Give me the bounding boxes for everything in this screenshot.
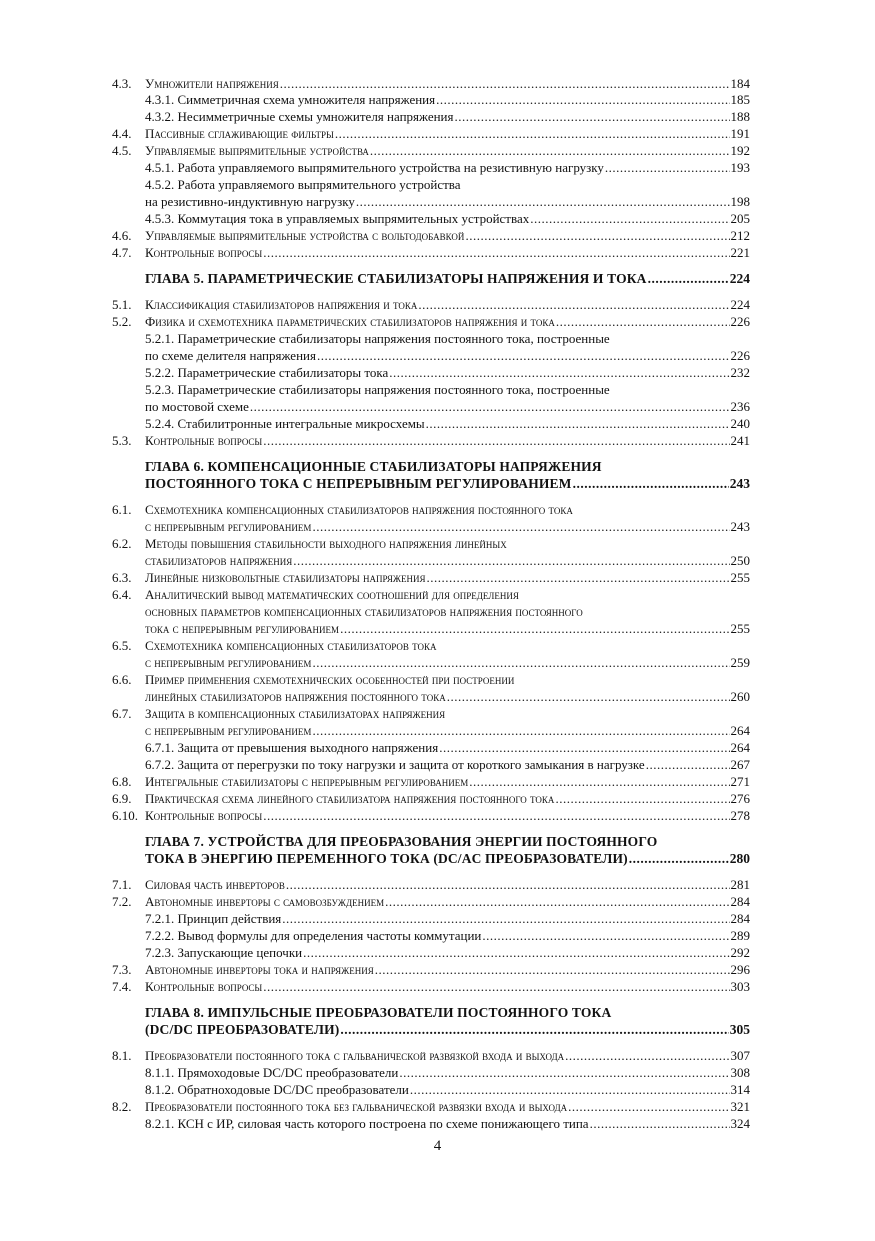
dot-leader	[399, 1064, 729, 1081]
dot-leader	[648, 270, 729, 287]
dot-leader	[293, 552, 729, 569]
dot-leader	[312, 722, 729, 739]
dot-leader	[426, 569, 729, 586]
toc-page-number: 307	[730, 1048, 750, 1063]
toc-page-number: 276	[730, 791, 750, 806]
toc-entry-title: 5.2.1. Параметрические стабилизаторы напряжения постоянного тока, построенные	[145, 331, 610, 346]
dot-leader	[418, 296, 729, 313]
dot-leader	[250, 398, 730, 415]
toc-entry-number: 7.1.	[112, 877, 132, 892]
toc-entry-title: Линейные низковольтные стабилизаторы напряжения	[145, 570, 426, 585]
dot-leader	[370, 142, 730, 159]
toc-page-number: 224	[730, 297, 750, 312]
toc-entry	[0, 790, 875, 807]
toc-page-number: 250	[730, 553, 750, 568]
toc-entry-number: 7.2.	[112, 894, 132, 909]
toc-page-number: 281	[730, 877, 750, 892]
toc-entry	[0, 1064, 875, 1081]
toc-entry	[0, 739, 875, 756]
toc-entry-title: Защита в компенсационных стабилизаторах напряжения	[145, 706, 446, 721]
toc-entry-number: 8.2.	[112, 1099, 132, 1114]
toc-entry-number: 6.8.	[112, 774, 132, 789]
toc-entry	[0, 569, 875, 586]
toc-page-number: 284	[730, 911, 750, 926]
toc-page-number: 192	[730, 143, 750, 158]
toc-page-number: 221	[730, 245, 750, 260]
toc-entry	[0, 398, 875, 415]
dot-leader	[312, 654, 729, 671]
toc-page-number: 198	[730, 194, 750, 209]
toc-page-number: 264	[730, 723, 750, 738]
toc-entry-title: Силовая часть инверторов	[145, 877, 285, 892]
toc-entry-number: 7.4.	[112, 979, 132, 994]
toc-entry-title: 5.2.2. Параметрические стабилизаторы тока	[145, 365, 389, 380]
toc-page-number: 236	[730, 399, 750, 414]
toc-entry	[0, 688, 875, 705]
toc-entry-number: 6.6.	[112, 672, 132, 687]
toc-entry	[0, 142, 875, 159]
toc-entry	[0, 773, 875, 790]
toc-entry-number: 4.7.	[112, 245, 132, 260]
dot-leader	[436, 91, 729, 108]
toc-entry	[0, 518, 875, 535]
toc-entry-title: Управляемые выпрямительные устройства	[145, 143, 369, 158]
toc-entry	[0, 1098, 875, 1115]
toc-entry-number: 6.5.	[112, 638, 132, 653]
toc-entry-title: Практическая схема линейного стабилизатора напряжения постоянного тока	[145, 791, 555, 806]
toc-entry-title: Умножители напряжения	[145, 76, 279, 91]
dot-leader	[629, 850, 729, 867]
toc-page-number: 241	[730, 433, 750, 448]
toc-entry	[0, 654, 875, 671]
toc-page-number: 185	[730, 92, 750, 107]
toc-page-number: 232	[730, 365, 750, 380]
toc-page-number: 184	[730, 76, 750, 91]
toc-entry	[0, 620, 875, 637]
dot-leader	[590, 1115, 730, 1132]
toc-entry	[0, 347, 875, 364]
dot-leader	[439, 739, 729, 756]
toc-entry-number: 6.1.	[112, 502, 132, 517]
toc-entry-title: основных параметров компенсационных стабилизаторов напряжения постоянного	[145, 604, 583, 619]
toc-page-number: 314	[730, 1082, 750, 1097]
dot-leader	[482, 927, 729, 944]
dot-leader	[426, 415, 730, 432]
toc-chapter-line	[0, 270, 875, 287]
dot-leader	[410, 1081, 730, 1098]
dot-leader	[469, 773, 729, 790]
dot-leader	[375, 961, 730, 978]
dot-leader	[282, 910, 729, 927]
toc-entry-title: 4.5.2. Работа управляемого выпрямительного устройства	[145, 177, 461, 192]
toc-page-number: 284	[730, 894, 750, 909]
toc-entry-number: 8.1.	[112, 1048, 132, 1063]
toc-entry-number: 4.4.	[112, 126, 132, 141]
toc-page-number: 205	[730, 211, 750, 226]
toc-entry-title: 4.5.3. Коммутация тока в управляемых выпрямительных устройствах	[145, 211, 530, 226]
toc-entry-title: ГЛАВА 8. ИМПУЛЬСНЫЕ ПРЕОБРАЗОВАТЕЛИ ПОСТОЯННОГО ТОКА	[145, 1005, 612, 1020]
toc-page-number: 226	[730, 348, 750, 363]
toc-entry-title: на резистивно-индуктивную нагрузку	[145, 194, 355, 209]
toc-entry-number: 5.2.	[112, 314, 132, 329]
toc-entry	[0, 313, 875, 330]
toc-page-number: 321	[730, 1099, 750, 1114]
toc-entry-title: Преобразователи постоянного тока без гальванической развязки входа и выхода	[145, 1099, 568, 1114]
dot-leader	[568, 1098, 729, 1115]
toc-page-number: 264	[730, 740, 750, 755]
toc-entry-title: ГЛАВА 6. КОМПЕНСАЦИОННЫЕ СТАБИЛИЗАТОРЫ НАПРЯЖЕНИЯ	[145, 459, 602, 474]
toc-entry	[0, 927, 875, 944]
toc-chapter-line	[0, 850, 875, 867]
dot-leader	[389, 364, 729, 381]
toc-page-number: 292	[730, 945, 750, 960]
toc-entry-title: тока с непрерывным регулированием	[145, 621, 340, 636]
dot-leader	[565, 1047, 729, 1064]
toc-entry-number: 4.3.	[112, 76, 132, 91]
toc-page-number: 226	[730, 314, 750, 329]
toc-entry-title: по мостовой схеме	[145, 399, 249, 414]
toc-page-number: 278	[730, 808, 750, 823]
toc-entry-title: Контрольные вопросы	[145, 433, 263, 448]
toc-page-number: 255	[730, 570, 750, 585]
dot-leader	[530, 210, 729, 227]
toc-page-number: 188	[730, 109, 750, 124]
toc-entry	[0, 756, 875, 773]
toc-entry	[0, 210, 875, 227]
toc-entry	[0, 415, 875, 432]
toc-entry-title: стабилизаторов напряжения	[145, 553, 293, 568]
dot-leader	[317, 347, 730, 364]
toc-entry-title: 6.7.2. Защита от перегрузки по току нагрузки и защита от короткого замыкания в нагрузке	[145, 757, 645, 772]
toc-entry	[0, 108, 875, 125]
toc-entry	[0, 978, 875, 995]
toc-entry	[0, 296, 875, 313]
toc-entry	[0, 330, 875, 347]
toc-entry	[0, 910, 875, 927]
toc-entry-title: 7.2.1. Принцип действия	[145, 911, 282, 926]
toc-entry-number: 5.3.	[112, 433, 132, 448]
dot-leader	[555, 790, 729, 807]
toc-entry	[0, 637, 875, 654]
toc-entry	[0, 876, 875, 893]
toc-entry-title: 8.2.1. КСН с ИР, силовая часть которого построена по схеме понижающего типа	[145, 1116, 589, 1131]
toc-page-number: 324	[730, 1116, 750, 1131]
toc-page-number: 271	[730, 774, 750, 789]
dot-leader	[447, 688, 730, 705]
toc-chapter-line	[0, 1021, 875, 1038]
toc-entry-title: Контрольные вопросы	[145, 979, 263, 994]
toc-entry	[0, 961, 875, 978]
toc-entry-title: 4.3.2. Несимметричные схемы умножителя напряжения	[145, 109, 454, 124]
toc-entry	[0, 586, 875, 603]
toc-chapter-line	[0, 833, 875, 850]
toc-entry	[0, 159, 875, 176]
toc-entry-title: Пассивные сглаживающие фильтры	[145, 126, 334, 141]
toc-entry-title: 5.2.4. Стабилитронные интегральные микросхемы	[145, 416, 425, 431]
dot-leader	[455, 108, 730, 125]
toc-page-number: 191	[730, 126, 750, 141]
page-number: 4	[433, 1138, 442, 1154]
dot-leader	[263, 432, 729, 449]
dot-leader	[385, 893, 729, 910]
toc-entry-title: 8.1.1. Прямоходовые DC/DC преобразователи	[145, 1065, 399, 1080]
toc-entry-title: с непрерывным регулированием	[145, 723, 312, 738]
toc-page-number: 224	[729, 271, 750, 286]
toc-entry-title: Классификация стабилизаторов напряжения и тока	[145, 297, 418, 312]
toc-page-number: 212	[730, 228, 750, 243]
toc-entry-title: Интегральные стабилизаторы с непрерывным регулированием	[145, 774, 469, 789]
toc-entry	[0, 176, 875, 193]
toc-entry-title: 5.2.3. Параметрические стабилизаторы напряжения постоянного тока, построенные	[145, 382, 610, 397]
toc-entry	[0, 244, 875, 261]
dot-leader	[573, 475, 729, 492]
toc-entry-title: с непрерывным регулированием	[145, 519, 312, 534]
toc-entry	[0, 91, 875, 108]
toc-chapter-line	[0, 458, 875, 475]
toc-page-number: 259	[730, 655, 750, 670]
toc-entry-number: 6.3.	[112, 570, 132, 585]
dot-leader	[312, 518, 729, 535]
dot-leader	[335, 125, 730, 142]
toc-entry-title: Физика и схемотехника параметрических стабилизаторов напряжения и тока	[145, 314, 555, 329]
toc-entry	[0, 603, 875, 620]
toc-page-number: 243	[730, 519, 750, 534]
toc-entry-number: 6.9.	[112, 791, 132, 806]
dot-leader	[340, 1021, 728, 1038]
dot-leader	[263, 978, 729, 995]
toc-entry	[0, 705, 875, 722]
toc-entry	[0, 1115, 875, 1132]
toc-entry	[0, 381, 875, 398]
toc-entry-title: по схеме делителя напряжения	[145, 348, 316, 363]
toc-entry-title: Схемотехника компенсационных стабилизаторов тока	[145, 638, 437, 653]
toc-page-number: 303	[730, 979, 750, 994]
toc-entry	[0, 722, 875, 739]
toc-entry-title: 4.5.1. Работа управляемого выпрямительного устройства на резистивную нагрузку	[145, 160, 604, 175]
toc-entry-title: Контрольные вопросы	[145, 245, 263, 260]
toc-entry	[0, 75, 875, 92]
toc-page-number: 308	[730, 1065, 750, 1080]
toc-entry	[0, 193, 875, 210]
toc-entry-title: 7.2.3. Запускающие цепочки	[145, 945, 303, 960]
toc-entry-title: Методы повышения стабильности выходного напряжения линейных	[145, 536, 507, 551]
toc-entry	[0, 125, 875, 142]
toc-entry-title: Преобразователи постоянного тока с гальванической развязкой входа и выхода	[145, 1048, 565, 1063]
toc-entry	[0, 227, 875, 244]
toc-page-number: 305	[729, 1022, 750, 1037]
dot-leader	[356, 193, 730, 210]
toc-entry-title: Схемотехника компенсационных стабилизаторов напряжения постоянного тока	[145, 502, 573, 517]
toc-entry-number: 7.3.	[112, 962, 132, 977]
toc-entry-title: с непрерывным регулированием	[145, 655, 312, 670]
toc-entry-title: ТОКА В ЭНЕРГИЮ ПЕРЕМЕННОГО ТОКА (DC/AC ПРЕОБРАЗОВАТЕЛИ)	[145, 851, 628, 866]
toc-entry-number: 4.5.	[112, 143, 132, 158]
toc-entry-title: Управляемые выпрямительные устройства с вольтодобавкой	[145, 228, 465, 243]
toc-entry-number: 6.7.	[112, 706, 132, 721]
dot-leader	[263, 807, 729, 824]
dot-leader	[263, 244, 729, 261]
toc-chapter-line	[0, 1004, 875, 1021]
toc-page-number: 255	[730, 621, 750, 636]
toc-entry-title: Пример применения схемотехнических особенностей при построении	[145, 672, 515, 687]
toc-entry-number: 6.2.	[112, 536, 132, 551]
dot-leader	[605, 159, 730, 176]
toc-page-number: 240	[730, 416, 750, 431]
toc-entry	[0, 501, 875, 518]
toc-entry	[0, 1047, 875, 1064]
toc-entry-title: ПОСТОЯННОГО ТОКА С НЕПРЕРЫВНЫМ РЕГУЛИРОВАНИЕМ	[145, 476, 572, 491]
toc-page-number: 243	[729, 476, 750, 491]
dot-leader	[340, 620, 729, 637]
toc-entry	[0, 944, 875, 961]
toc-entry-title: Контрольные вопросы	[145, 808, 263, 823]
toc-page-number: 289	[730, 928, 750, 943]
toc-entry	[0, 364, 875, 381]
toc-entry-number: 6.10.	[112, 808, 138, 823]
toc-page-number: 267	[730, 757, 750, 772]
toc-entry	[0, 807, 875, 824]
toc-page-number: 193	[730, 160, 750, 175]
toc-entry-title: 4.3.1. Симметричная схема умножителя напряжения	[145, 92, 436, 107]
toc-page-number: 280	[729, 851, 750, 866]
toc-entry-number: 5.1.	[112, 297, 132, 312]
dot-leader	[465, 227, 729, 244]
toc-entry-number: 6.4.	[112, 587, 132, 602]
dot-leader	[303, 944, 729, 961]
toc-entry	[0, 1081, 875, 1098]
toc-page-number: 260	[730, 689, 750, 704]
toc-entry-title: (DC/DC ПРЕОБРАЗОВАТЕЛИ)	[145, 1022, 340, 1037]
toc-entry-title: Автономные инверторы тока и напряжения	[145, 962, 374, 977]
dot-leader	[286, 876, 730, 893]
toc-entry	[0, 671, 875, 688]
toc-entry-title: Аналитический вывод математических соотношений для определения	[145, 587, 519, 602]
toc-entry-title: 7.2.2. Вывод формулы для определения частоты коммутации	[145, 928, 482, 943]
toc-entry-title: Автономные инверторы с самовозбуждением	[145, 894, 385, 909]
toc-chapter-line	[0, 475, 875, 492]
toc-entry-title: ГЛАВА 5. ПАРАМЕТРИЧЕСКИЕ СТАБИЛИЗАТОРЫ НАПРЯЖЕНИЯ И ТОКА	[145, 271, 647, 286]
toc-entry-title: линейных стабилизаторов напряжения постоянного тока	[145, 689, 446, 704]
toc-entry	[0, 432, 875, 449]
dot-leader	[646, 756, 730, 773]
toc-page-number: 296	[730, 962, 750, 977]
toc-entry-title: 8.1.2. Обратноходовые DC/DC преобразователи	[145, 1082, 409, 1097]
toc-entry-title: 6.7.1. Защита от превышения выходного напряжения	[145, 740, 439, 755]
dot-leader	[556, 313, 730, 330]
toc-entry-number: 4.6.	[112, 228, 132, 243]
toc-entry	[0, 552, 875, 569]
dot-leader	[280, 75, 730, 92]
toc-entry	[0, 535, 875, 552]
toc-entry	[0, 893, 875, 910]
toc-entry-title: ГЛАВА 7. УСТРОЙСТВА ДЛЯ ПРЕОБРАЗОВАНИЯ ЭНЕРГИИ ПОСТОЯННОГО	[145, 834, 658, 849]
